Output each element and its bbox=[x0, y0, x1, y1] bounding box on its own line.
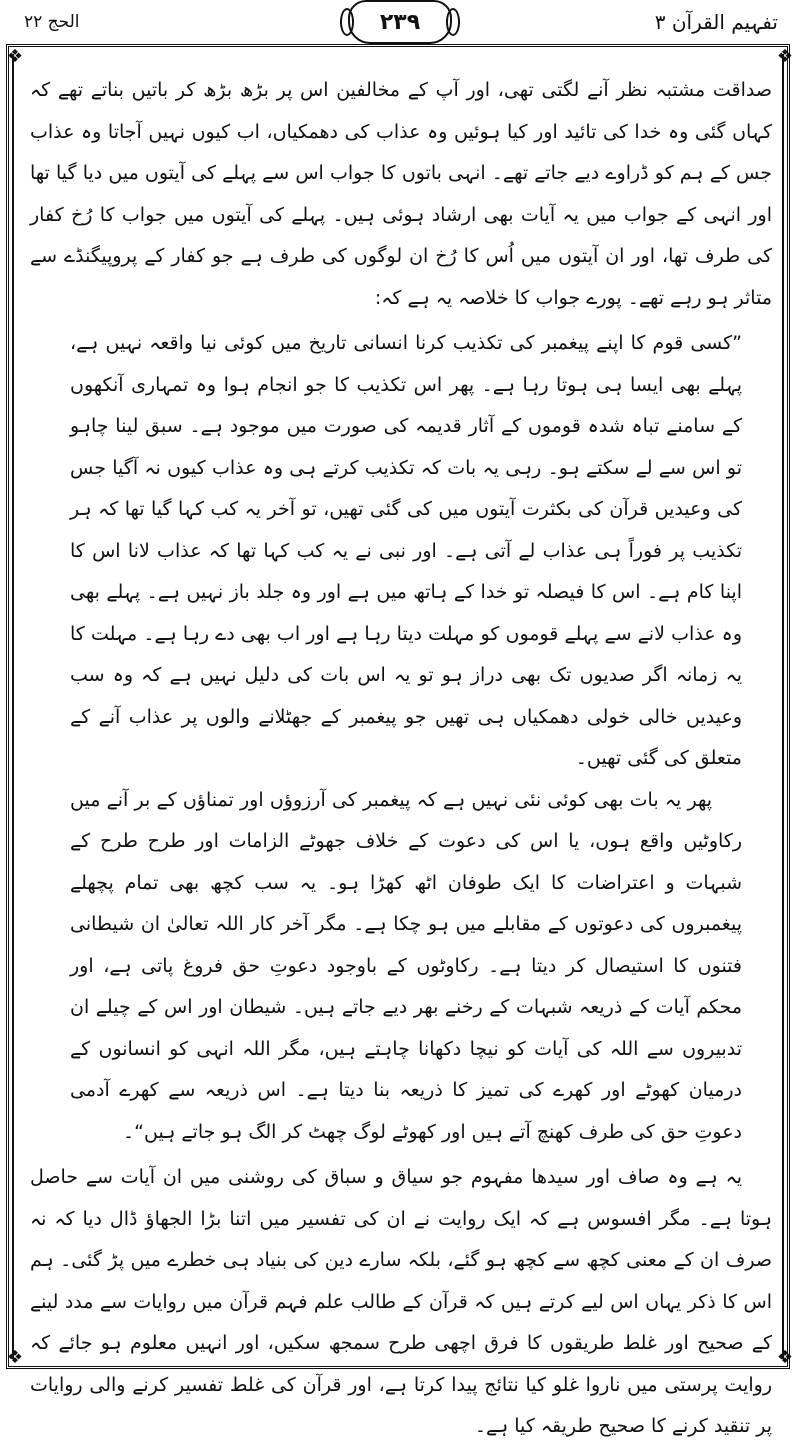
frame-ornament-icon: ❖ bbox=[6, 46, 24, 67]
paragraph-conclusion: یہ ہے وہ صاف اور سیدھا مفہوم جو سیاق و سباق کی روشنی میں ان آیات سے حاصل ہوتا ہے۔ مگر افسوس ہے کہ ایک روایت نے ان کی تفسیر میں اتنا بڑا الجھاؤ ڈال دیا کہ نہ صرف ان کے معنی کچھ سے کچھ ہو گئے، بلکہ سارے دین کی بنیاد ہی خطرے میں پڑ گئی۔ ہم اس کا ذکر یہاں اس لیے کرتے ہیں کہ قرآن کے طالب علم فہم قرآن میں روایات سے مدد لینے کے صحیح اور غلط طریقوں کا فرق اچھی طرح سمجھ سکیں، اور انہیں معلوم ہو جائے کہ روایت پرستی میں ناروا غلو کیا نتائج پیدا کرتا ہے، اور قرآن کی غلط تفسیر کرنے والی روایات پر تنقید کرنے کا صحیح طریقہ کیا ہے۔ bbox=[30, 1166, 772, 1437]
block-quote bbox=[70, 323, 742, 1153]
book-title: تفہیم القرآن ۳ bbox=[654, 10, 778, 34]
quote-paragraph-1: ”کسی قوم کا اپنے پیغمبر کی تکذیب کرنا انسانی تاریخ میں کوئی نیا واقعہ نہیں ہے، پہلے بھی ایسا ہی ہوتا رہا ہے۔ پھر اس تکذیب کا جو انجام ہوا وہ تمہاری آنکھوں کے سامنے تباہ شدہ قوموں کے آثار قدیمہ کی صورت میں موجود ہے۔ سبق لینا چاہو تو اس سے لے سکتے ہو۔ رہی یہ بات کہ تکذیب کرتے ہی وہ عذاب کیوں نہ آگیا جس کی وعیدیں قرآن کی بکثرت آیتوں میں کی گئی تھیں، تو آخر یہ کب کہا گیا تھا کہ ہر تکذیب پر فوراً ہی عذاب لے آتی ہے۔ اور نبی نے یہ کب کہا تھا کہ عذاب لانا اس کا اپنا کام ہے۔ اس کا فیصلہ تو خدا کے ہاتھ میں ہے اور وہ جلد باز نہیں ہے۔ پہلے بھی وہ عذاب لانے سے پہلے قوموں کو مہلت دیتا رہا ہے اور اب بھی دے رہا ہے۔ مہلت کا یہ زمانہ اگر صدیوں تک بھی دراز ہو تو یہ اس بات کی دلیل نہیں ہے کہ وہ سب وعیدیں خالی خولی دھمکیاں ہی تھیں جو پیغمبر کے جھٹلانے والوں پر عذاب آنے کے متعلق کی گئی تھیں۔ bbox=[70, 332, 742, 769]
quote-paragraph-2: پھر یہ بات بھی کوئی نئی نہیں ہے کہ پیغمبر کی آرزوؤں اور تمناؤں کے بر آنے میں رکاوٹیں واقع ہوں، یا اس کی دعوت کے خلاف جھوٹے الزامات اور طرح طرح کے شبہات و اعتراضات کا ایک طوفان اٹھ کھڑا ہو۔ یہ سب کچھ بھی تمام پچھلے پیغمبروں کی دعوتوں کے مقابلے میں ہو چکا ہے۔ مگر آخر کار اللہ تعالیٰ ان شیطانی فتنوں کا استیصال کر دیتا ہے۔ رکاوٹوں کے باوجود دعوتِ حق فروغ پاتی ہے، اور محکم آیات کے ذریعہ شبہات کے رخنے بھر دیے جاتے ہیں۔ شیطان اور اس کے چیلے ان تدبیروں سے اللہ کی آیات کو نیچا دکھانا چاہتے ہیں، مگر اللہ انہی کو انسانوں کے درمیان کھوٹے اور کھرے کی تمیز کا ذریعہ بنا دیتا ہے۔ اس ذریعہ سے کھرے آدمی دعوتِ حق کی طرف کھنچ آتے ہیں اور کھوٹے لوگ چھٹ کر الگ ہو جاتے ہیں“۔ bbox=[70, 788, 742, 1143]
page-number-badge bbox=[348, 0, 452, 44]
surah-name: الحج ۲۲ bbox=[24, 12, 80, 32]
page-number: ۲۳۹ bbox=[379, 9, 421, 35]
frame-ornament-icon: ❖ bbox=[776, 46, 794, 67]
paragraph-intro: صداقت مشتبہ نظر آنے لگتی تھی، اور آپ کے مخالفین اس پر بڑھ بڑھ کر باتیں بناتے تھے کہ کہاں گئی وہ خدا کی تائید اور کیا ہوئیں وہ عذاب کی دھمکیاں، اب کیوں نہیں آجاتا وہ عذاب جس کے ہم کو ڈراوے دیے جاتے تھے۔ انہی باتوں کا جواب اس سے پہلے کی آیتوں میں دیا گیا تھا اور انہی کے جواب میں یہ آیات بھی ارشاد ہوئی ہیں۔ پہلے کی آیتوں میں جواب کا رُخ کفار کی طرف تھا، اور ان آیتوں میں اُس کا رُخ ان لوگوں کی طرف ہے جو کفار کے پروپیگنڈے سے متاثر ہو رہے تھے۔ پورے جواب کا خلاصہ یہ ہے کہ: bbox=[30, 79, 772, 309]
frame-ornament-icon: ❖ bbox=[6, 1347, 24, 1368]
frame-ornament-icon: ❖ bbox=[776, 1347, 794, 1368]
page-body bbox=[30, 70, 772, 1448]
